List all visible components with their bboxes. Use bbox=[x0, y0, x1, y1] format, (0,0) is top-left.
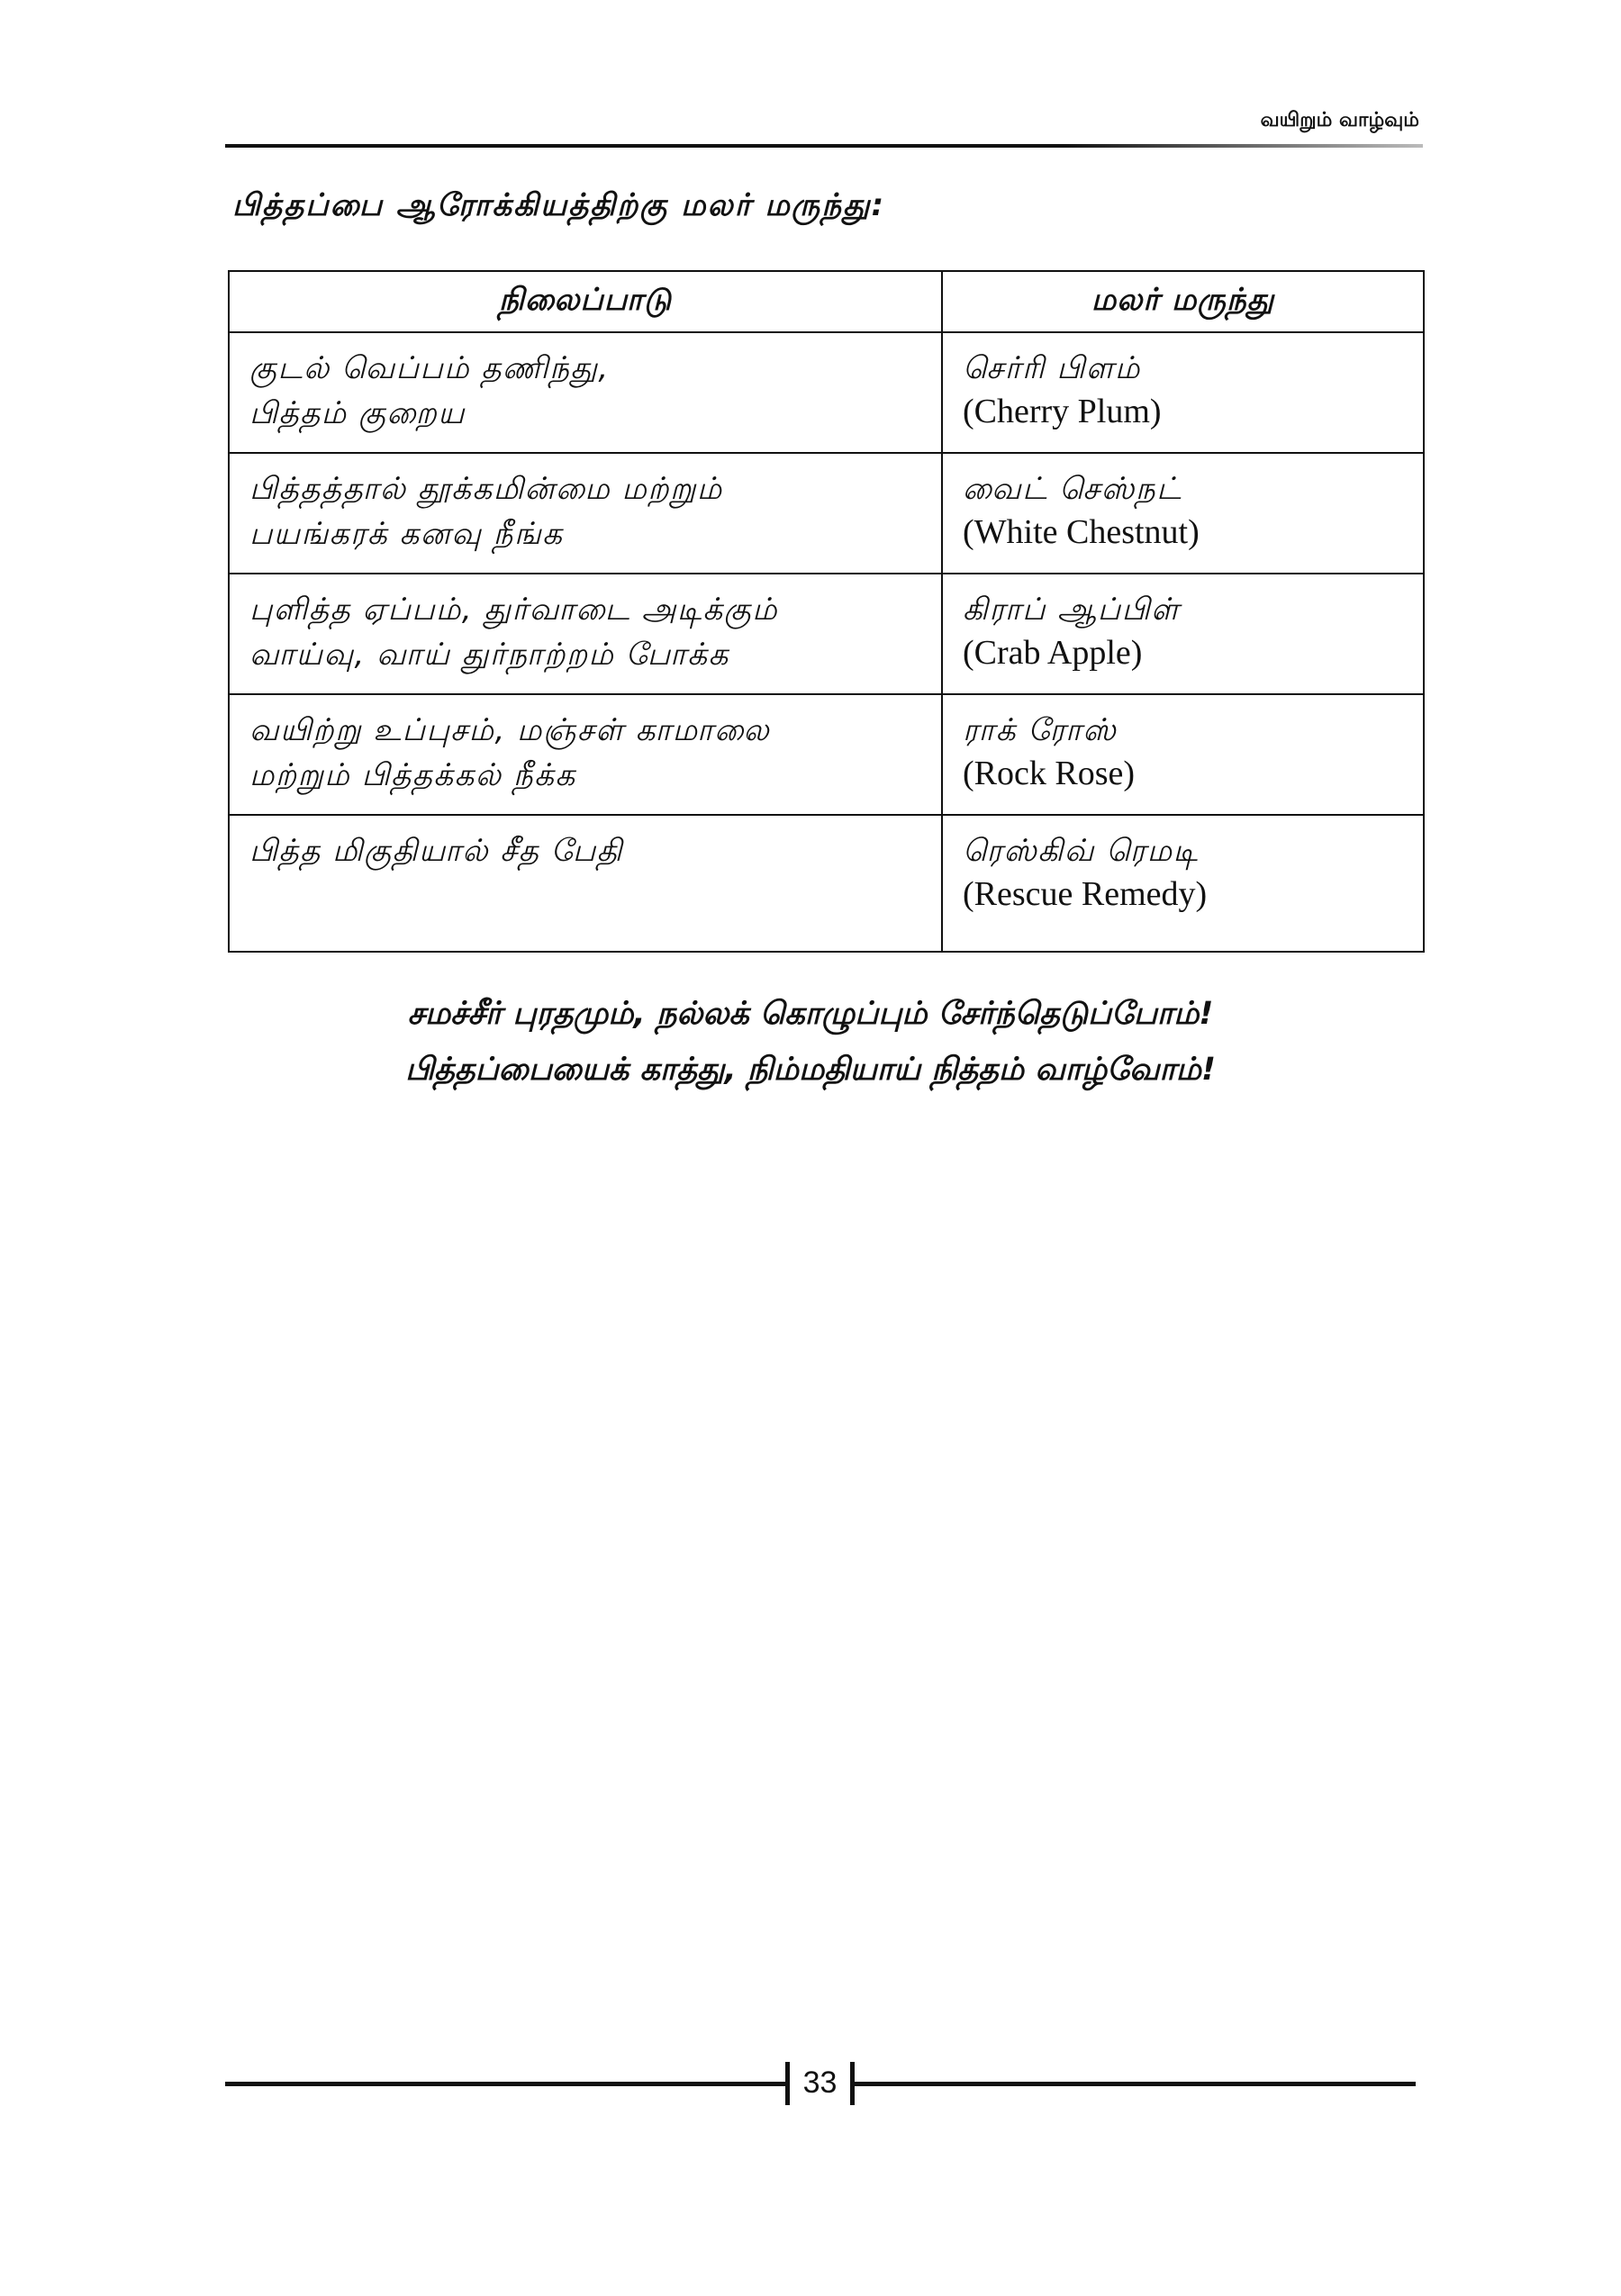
condition-cell bbox=[229, 332, 942, 453]
closing-verse-line: பித்தப்பையைக் காத்து, நிம்மதியாய் நித்தம் வாழ்வோம்! bbox=[405, 1052, 1216, 1088]
remedy-tamil-name: செர்ரி பிளம் bbox=[963, 350, 1141, 386]
remedy-english-name: (White Chestnut) bbox=[963, 513, 1200, 551]
footer-rule-left bbox=[225, 2082, 788, 2086]
remedy-english-name: (Cherry Plum) bbox=[963, 393, 1162, 430]
condition-line: பித்தத்தால் தூக்கமின்மை மற்றும் bbox=[249, 471, 723, 507]
remedy-cell bbox=[942, 815, 1424, 952]
condition-line: மற்றும் பித்தக்கல் நீக்க bbox=[249, 757, 576, 793]
closing-verse bbox=[0, 986, 1621, 1098]
table-row bbox=[229, 694, 1424, 815]
condition-cell bbox=[229, 694, 942, 815]
condition-line: பயங்கரக் கனவு நீங்க bbox=[249, 516, 564, 552]
closing-verse-line: சமச்சீர் புரதமும், நல்லக் கொழுப்பும் சேர்ந்தெடுப்போம்! bbox=[407, 996, 1214, 1032]
column-header-condition: நிலைப்பாடு bbox=[229, 271, 942, 332]
table-row bbox=[229, 815, 1424, 952]
remedy-cell bbox=[942, 332, 1424, 453]
table-row bbox=[229, 453, 1424, 574]
remedy-tamil-name: ராக் ரோஸ் bbox=[963, 712, 1118, 748]
remedy-english-name: (Crab Apple) bbox=[963, 634, 1143, 672]
remedy-tamil-name: வைட் செஸ்நட் bbox=[963, 471, 1182, 507]
condition-cell bbox=[229, 453, 942, 574]
remedy-table bbox=[228, 270, 1425, 953]
section-heading: பித்தப்பை ஆரோக்கியத்திற்கு மலர் மருந்து: bbox=[232, 187, 886, 223]
condition-line: பித்தம் குறைய bbox=[249, 395, 466, 431]
condition-line: வாய்வு, வாய் துர்நாற்றம் போக்க bbox=[249, 637, 729, 673]
remedy-english-name: (Rescue Remedy) bbox=[963, 875, 1208, 913]
condition-line: புளித்த ஏப்பம், துர்வாடை அடிக்கும் bbox=[249, 592, 779, 628]
header-rule bbox=[225, 144, 1423, 148]
table-row bbox=[229, 332, 1424, 453]
remedy-cell bbox=[942, 453, 1424, 574]
remedy-cell bbox=[942, 694, 1424, 815]
table-header-row bbox=[229, 271, 1424, 332]
column-header-remedy: மலர் மருந்து bbox=[942, 271, 1424, 332]
running-header: வயிறும் வாழ்வும் bbox=[1260, 108, 1419, 131]
footer-rule-right bbox=[853, 2082, 1416, 2086]
condition-line: வயிற்று உப்புசம், மஞ்சள் காமாலை bbox=[249, 712, 771, 748]
condition-cell bbox=[229, 574, 942, 694]
remedy-english-name: (Rock Rose) bbox=[963, 755, 1136, 792]
table-row bbox=[229, 574, 1424, 694]
remedy-tamil-name: ரெஸ்கிவ் ரெமடி bbox=[963, 833, 1200, 869]
condition-line: பித்த மிகுதியால் சீத பேதி bbox=[249, 833, 623, 869]
page-number: 33 bbox=[802, 2065, 838, 2100]
condition-cell bbox=[229, 815, 942, 952]
remedy-cell bbox=[942, 574, 1424, 694]
remedy-tamil-name: கிராப் ஆப்பிள் bbox=[963, 592, 1181, 628]
condition-line: குடல் வெப்பம் தணிந்து, bbox=[249, 350, 610, 386]
